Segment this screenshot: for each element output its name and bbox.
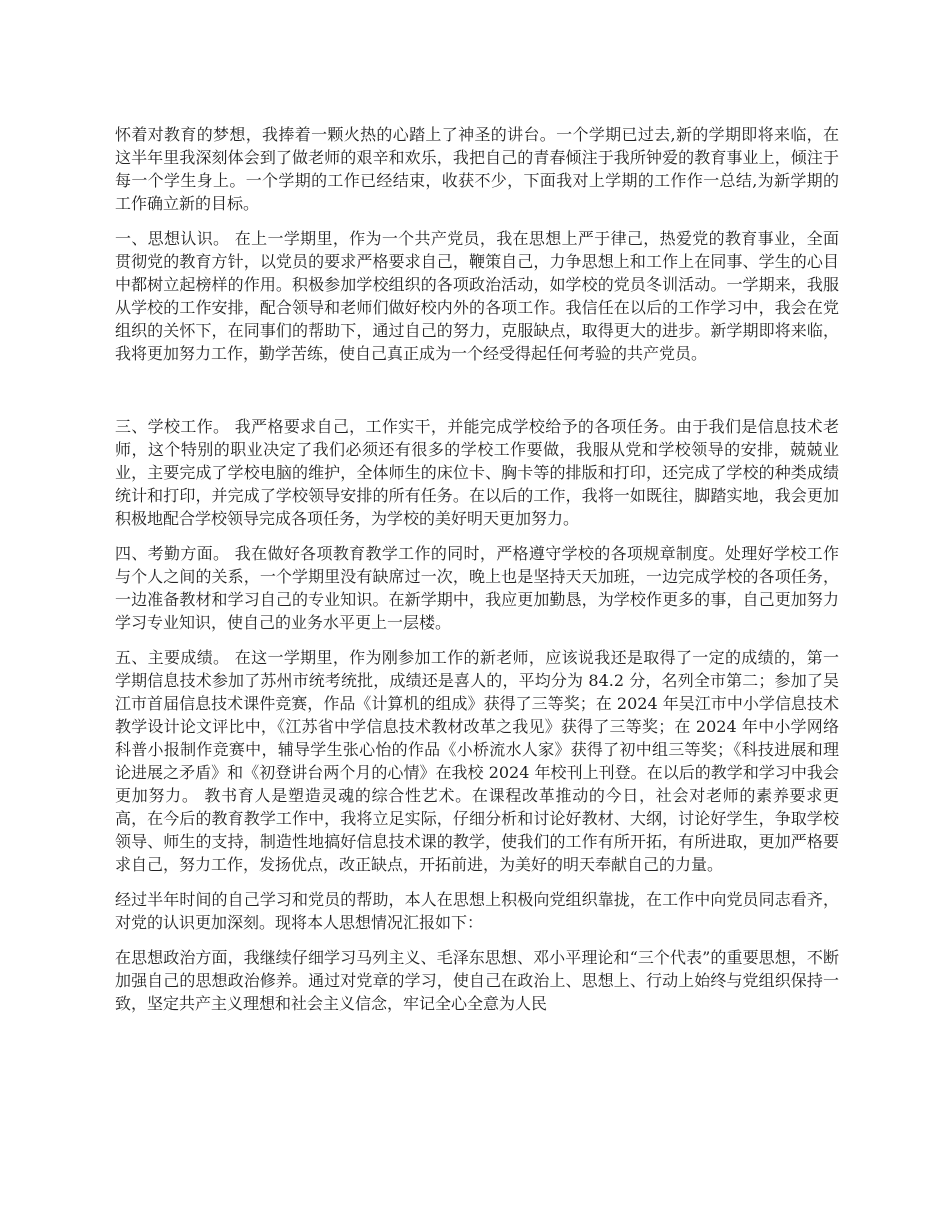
document-body [115,123,839,1027]
paragraph-spacer [115,377,839,415]
paragraph-political-thought: 在思想政治方面，我继续仔细学习马列主义、毛泽东思想、邓小平理论和“三个代表”的重要思想，不断加强自己的思想政治修养。通过对党章的学习，使自己在政治上、思想上、行动上始终与党组织保持一致，坚定共产主义理想和社会主义信念，牢记全心全意为人民 [115,948,839,1013]
paragraph-achievements: 五、主要成绩。 在这一学期里，作为刚参加工作的新老师，应该说我还是取得了一定的成绩的，第一学期信息技术参加了苏州市统考统批，成绩还是喜人的，平均分为 84.2 分，名列全市第二；参加了吴江市首届信息技术课件竞赛，作品《计算机的组成》获得了三等奖；在 2024 年吴江市中小学信息技术教学设计论文评比中，《江苏省中学信息技术教材改革之我见》获得了三等奖；在 2024 年中小学网络科普小报制作竞赛中，辅导学生张心怡的作品《小桥流水人家》获得了初中组三等奖；《科技进展和理论进展之矛盾》和《初登讲台两个月的心情》在我校 2024 年校刊上刊登。在以后的教学和学习中我会更加努力。 教书育人是塑造灵魂的综合性艺术。在课程改革推动的今日，社会对老师的素养要求更高，在今后的教育教学工作中，我将立足实际，仔细分析和讨论好教材、大纲，讨论好学生，争取学校领导、师生的支持，制造性地搞好信息技术课的教学，使我们的工作有所开拓，有所进取，更加严格要求自己，努力工作，发扬优点，改正缺点，开拓前进，为美好的明天奉献自己的力量。 [115,648,839,874]
paragraph-intro: 怀着对教育的梦想，我捧着一颗火热的心踏上了神圣的讲台。一个学期已过去,新的学期即将来临，在这半年里我深刻体会到了做老师的艰辛和欢乐，我把自己的青春倾注于我所钟爱的教育事业上，倾注于每一个学生身上。一个学期的工作已经结束，收获不少，下面我对上学期的工作作一总结,为新学期的工作确立新的目标。 [115,125,839,213]
paragraph-ideology: 一、思想认识。 在上一学期里，作为一个共产党员，我在思想上严于律己，热爱党的教育事业，全面贯彻党的教育方针，以党员的要求严格要求自己，鞭策自己，力争思想上和工作上在同事、学生的心目中都树立起榜样的作用。积极参加学校组织的各项政治活动，如学校的党员冬训活动。一学期来，我服从学校的工作安排，配合领导和老师们做好校内外的各项工作。我信任在以后的工作学习中，我会在党组织的关怀下，在同事们的帮助下，通过自己的努力，克服缺点，取得更大的进步。新学期即将来临，我将更加努力工作，勤学苦练，使自己真正成为一个经受得起任何考验的共产党员。 [115,229,839,363]
paragraph-attendance: 四、考勤方面。 我在做好各项教育教学工作的同时，严格遵守学校的各项规章制度。处理好学校工作与个人之间的关系，一个学期里没有缺席过一次，晚上也是坚持天天加班，一边完成学校的各项任务，一边准备教材和学习自己的专业知识。在新学期中，我应更加勤恳，为学校作更多的事，自己更加努力学习专业知识，使自己的业务水平更上一层楼。 [115,544,839,632]
paragraph-school-work: 三、学校工作。 我严格要求自己，工作实干，并能完成学校给予的各项任务。由于我们是信息技术老师，这个特别的职业决定了我们必须还有很多的学校工作要做，我服从党和学校领导的安排，兢兢业业，主要完成了学校电脑的维护，全体师生的床位卡、胸卡等的排版和打印，还完成了学校的种类成绩统计和打印，并完成了学校领导安排的所有任务。在以后的工作，我将一如既往，脚踏实地，我会更加积极地配合学校领导完成各项任务，为学校的美好明天更加努力。 [115,417,839,528]
paragraph-party-report: 经过半年时间的自己学习和党员的帮助，本人在思想上积极向党组织靠拢，在工作中向党员同志看齐，对党的认识更加深刻。现将本人思想情况汇报如下： [115,890,839,932]
